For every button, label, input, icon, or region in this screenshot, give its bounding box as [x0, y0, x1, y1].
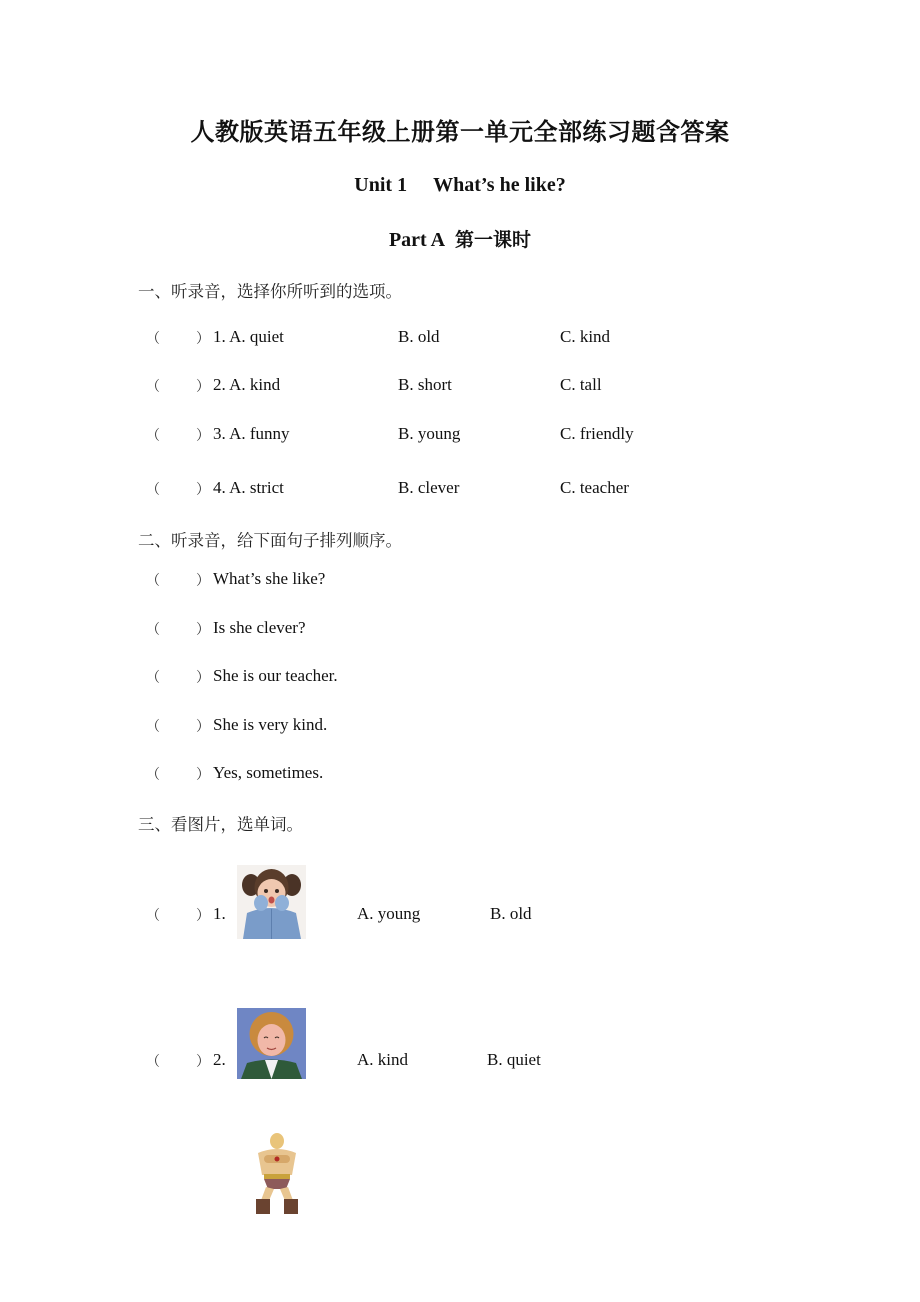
answer-blank-open: （ [146, 331, 160, 347]
woman-illustration [237, 1008, 306, 1079]
sentence-text: She is our teacher. [213, 666, 338, 685]
answer-blank-close: ） [196, 670, 210, 686]
option-b: B. old [398, 327, 440, 346]
option-a: A. kind [357, 1050, 408, 1069]
question-number-and-option-a: 1. A. quiet [213, 327, 284, 346]
answer-blank-close: ） [196, 573, 210, 589]
answer-blank-close: ） [196, 767, 210, 783]
answer-blank-open: （ [146, 379, 160, 395]
smiling-woman-cartoon [237, 1008, 306, 1079]
girl-illustration [237, 865, 306, 939]
section-1-heading: 一、听录音，选择你所听到的选项。 [138, 282, 402, 301]
answer-blank-open: （ [146, 622, 160, 638]
unit-label: Unit 1 [354, 174, 408, 196]
hero-illustration [248, 1131, 306, 1214]
answer-blank-open: （ [146, 719, 160, 735]
answer-blank-open: （ [146, 482, 160, 498]
young-girl-photo [237, 865, 306, 939]
option-b: B. quiet [487, 1050, 541, 1069]
answer-blank-open: （ [146, 670, 160, 686]
part-lesson: 第一课时 [455, 229, 532, 251]
question-number-and-option-a: 3. A. funny [213, 424, 290, 443]
option-b: B. short [398, 375, 452, 394]
option-b: B. young [398, 424, 461, 443]
answer-blank-close: ） [196, 331, 210, 347]
option-c: C. tall [560, 375, 602, 394]
part-heading [0, 225, 920, 252]
unit-heading [0, 174, 920, 197]
answer-blank-open: （ [146, 1054, 160, 1070]
answer-blank-close: ） [196, 719, 210, 735]
sentence-text: Is she clever? [213, 618, 306, 637]
answer-blank-close: ） [196, 482, 210, 498]
answer-blank-open: （ [146, 428, 160, 444]
answer-blank-close: ） [196, 379, 210, 395]
answer-blank-open: （ [146, 573, 160, 589]
option-c: C. friendly [560, 424, 634, 443]
option-c: C. teacher [560, 478, 629, 497]
answer-blank-close: ） [196, 908, 210, 924]
option-c: C. kind [560, 327, 611, 346]
answer-blank-close: ） [196, 622, 210, 638]
section-3-heading: 三、看图片，选单词。 [138, 815, 303, 834]
question-number: 1. [213, 904, 226, 923]
option-b: B. old [490, 904, 532, 923]
sentence-text: She is very kind. [213, 715, 328, 734]
sentence-text: Yes, sometimes. [213, 763, 324, 782]
question-number-and-option-a: 2. A. kind [213, 375, 281, 394]
question-number: 2. [213, 1050, 226, 1069]
answer-blank-close: ） [196, 428, 210, 444]
answer-blank-open: （ [146, 767, 160, 783]
part-label: Part A [388, 229, 446, 251]
answer-blank-open: （ [146, 908, 160, 924]
section-2-heading: 二、听录音，给下面句子排列顺序。 [138, 531, 402, 550]
option-a: A. young [357, 904, 421, 923]
sentence-text: What’s she like? [213, 569, 326, 588]
muscular-hero-cartoon [248, 1131, 306, 1214]
question-number-and-option-a: 4. A. strict [213, 478, 284, 497]
answer-blank-close: ） [196, 1054, 210, 1070]
option-b: B. clever [398, 478, 460, 497]
document-title: 人教版英语五年级上册第一单元全部练习题含答案 [190, 118, 730, 146]
unit-title: What’s he like? [433, 174, 566, 196]
